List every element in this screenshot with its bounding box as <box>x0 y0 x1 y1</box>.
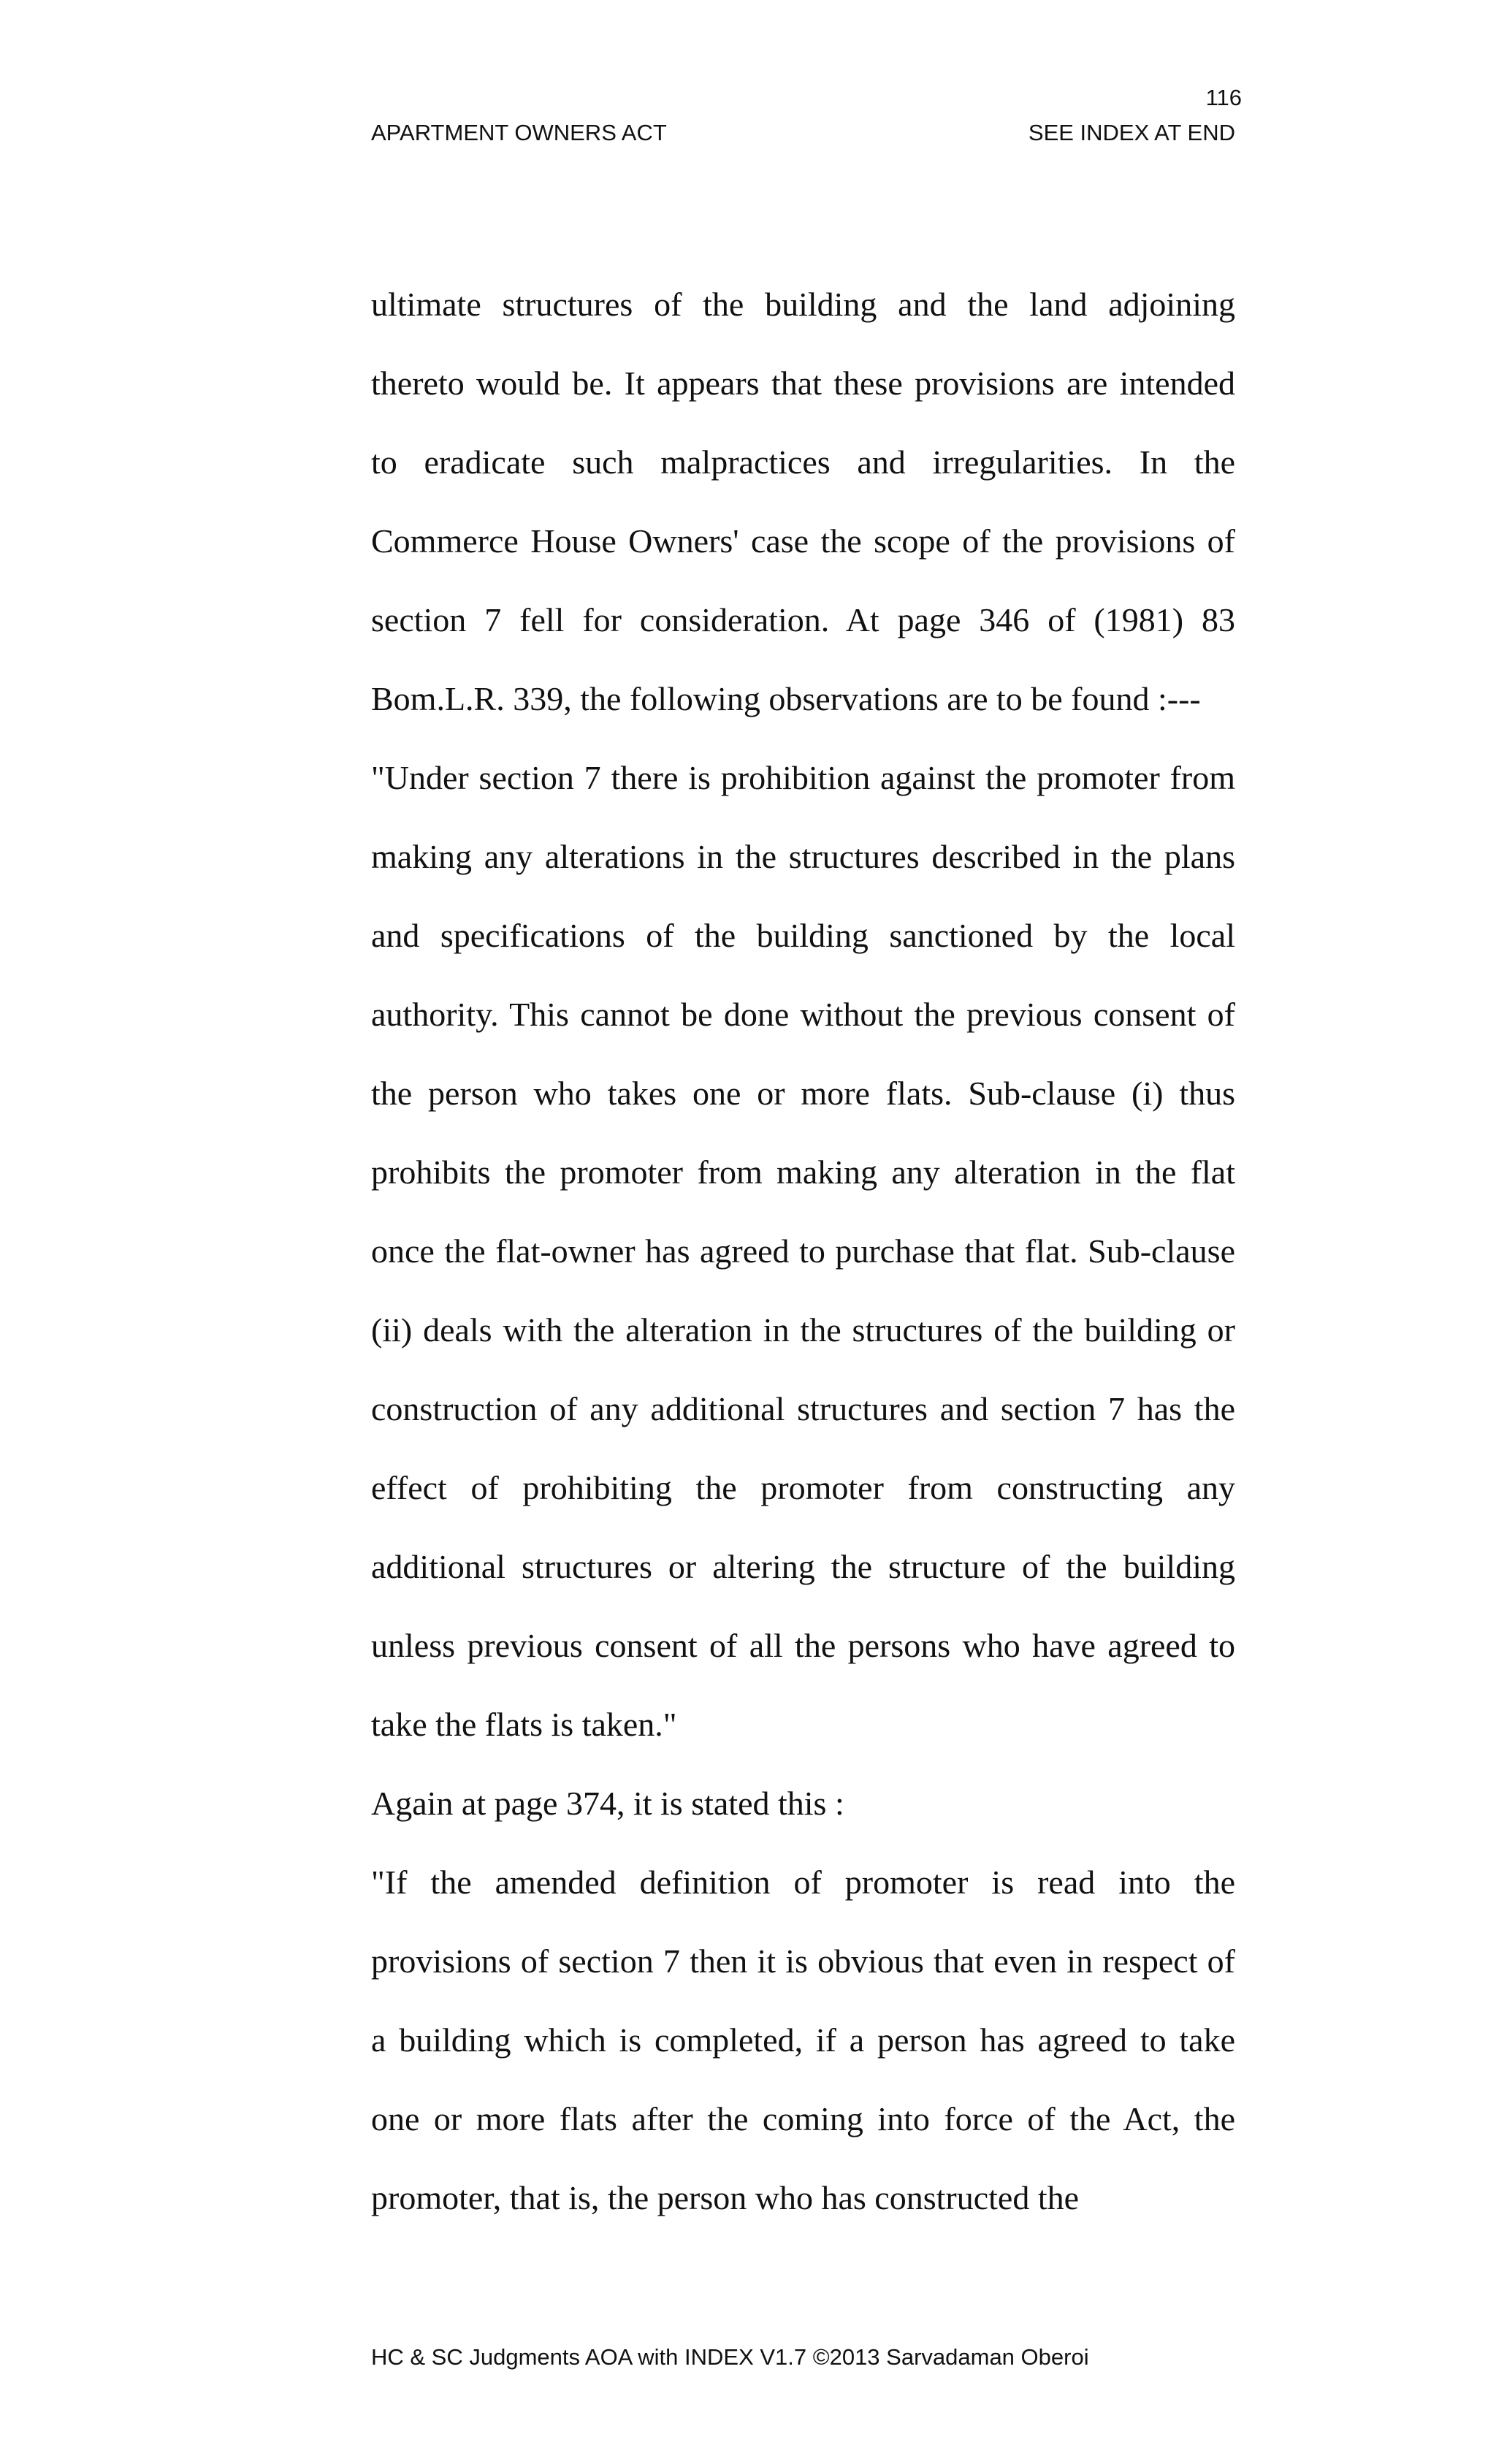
paragraph-3: Again at page 374, it is stated this : <box>371 1785 844 1822</box>
paragraph-4-quotation: "If the amended definition of promoter is read into the provisions of section 7 then it is obvious that even in respect of a building which is completed, if a person has agreed to take one or more flats after the coming into force of the Act, the promoter, that is, the person who has constructed the <box>371 1864 1235 2216</box>
page-header <box>371 121 1235 144</box>
body-text <box>371 265 1235 2238</box>
paragraph-2-quotation: "Under section 7 there is prohibition against the promoter from making any alterations in the structures described in the plans and specifications of the building sanctioned by the local authority. This cannot be done without the previous consent of the person who takes one or more flats. Sub-clause (i) thus prohibits the promoter from making any alteration in the flat once the flat-owner has agreed to purchase that flat. Sub-clause (ii) deals with the alteration in the structures of the building or construction of any additional structures and section 7 has the effect of prohibiting the promoter from constructing any additional structures or altering the structure of the building unless previous consent of all the persons who have agreed to take the flats is taken." <box>371 759 1235 1743</box>
paragraph-1: ultimate structures of the building and the land adjoining thereto would be. It appears that these provisions are intended to eradicate such malpractices and irregularities. In the Commerce House Owners' case the scope of the provisions of section 7 fell for consideration. At page 346 of (1981) 83 Bom.L.R. 339, the following observations are to be found :--- <box>371 286 1235 717</box>
page-footer: HC & SC Judgments AOA with INDEX V1.7 ©2013 Sarvadaman Oberoi <box>371 2344 1089 2370</box>
header-title: APARTMENT OWNERS ACT <box>371 120 667 145</box>
header-index-note: SEE INDEX AT END <box>1028 120 1235 145</box>
page-number: 116 <box>1205 85 1242 110</box>
